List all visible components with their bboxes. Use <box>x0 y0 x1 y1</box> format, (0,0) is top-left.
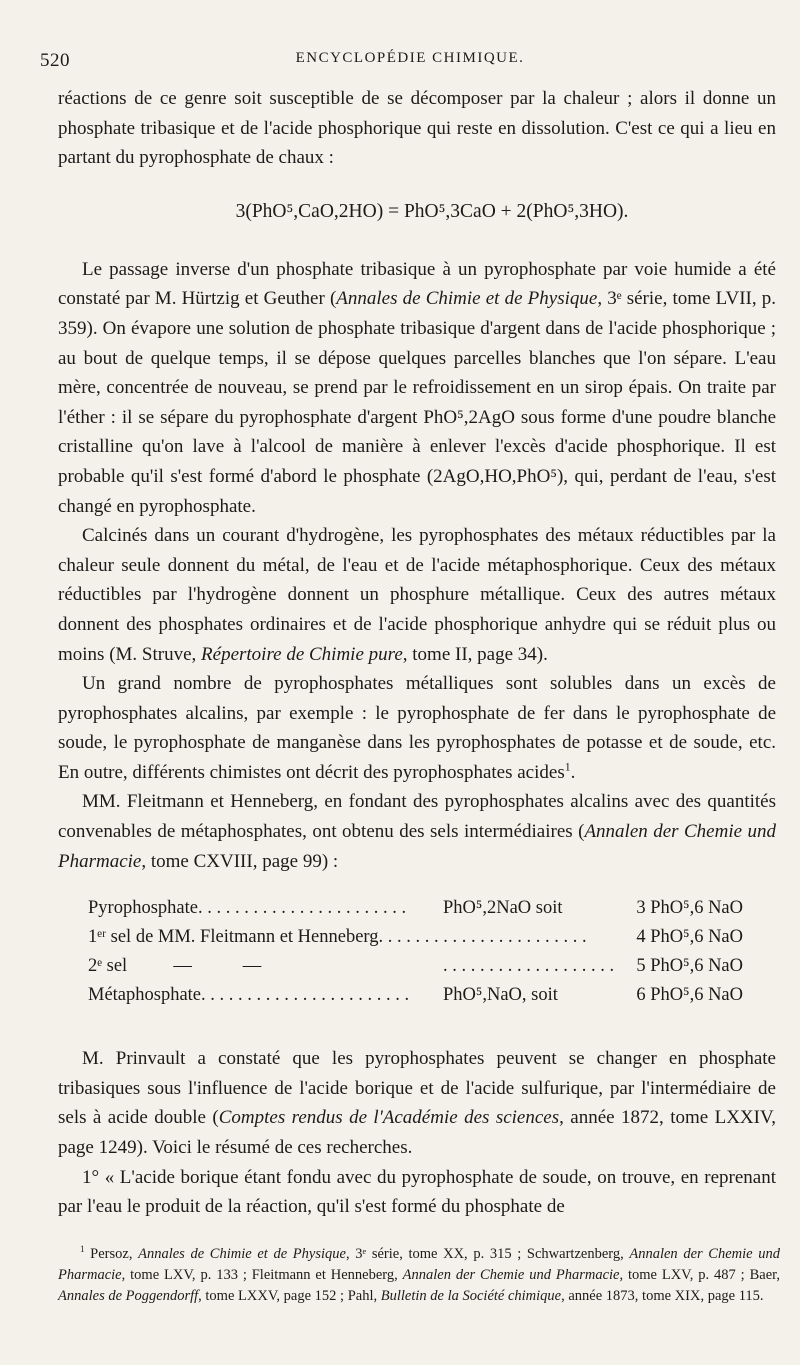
compound-name: Métaphosphate. . . . . . . . . . . . . . . . . . . . . . . <box>88 985 410 1006</box>
footnote-ref: 1 <box>564 760 571 774</box>
citation-title: Répertoire de Chimie pure <box>201 643 403 665</box>
paragraph-fleitmann-henneberg: MM. Fleitmann et Henneberg, en fondant des pyrophosphates alcalins avec des quantités convenables de métaphosphates, ont obtenu des sels intermédiaires (Annalen der Chemie und Pharmacie, tome CXVIII, page 99) : <box>58 791 776 872</box>
compound-value: 6 PhO⁵,6 NaO <box>636 985 743 1006</box>
page-number: 520 <box>40 50 70 71</box>
paragraph-soluble-pyrophosphates: Un grand nombre de pyrophosphates métalliques sont solubles dans un excès de pyrophosphates alcalins, par exemple : le pyrophosphate de fer dans le pyrophosphate de soude, le pyrophosphate de manganèse dans les pyrophosphates de potasse et de soude, etc. En outre, différents chimistes ont décrit des pyrophosphates acides$^1$. <box>58 673 776 783</box>
compound-value: 4 PhO⁵,6 NaO <box>636 927 743 948</box>
paragraph-hydrogen-calcination: Calcinés dans un courant d'hydrogène, les pyrophosphates des métaux réductibles par la chaleur seule donnent du métal, de l'eau et de l'acide métaphosphorique. Ceux des métaux réductibles par l'hydrogène donnent un phosphure métallique. Ceux des autres métaux donnent des phosphates ordinaires et de l'acide phosphorique anhydre qui se réduit plus ou moins (M. Struve, Répertoire de Chimie pure, tome II, page 34). <box>58 525 776 665</box>
compound-table <box>88 898 776 1014</box>
compound-value: 5 PhO⁵,6 NaO <box>636 956 743 977</box>
table-row <box>88 927 776 956</box>
compound-name: Pyrophosphate. . . . . . . . . . . . . . . . . . . . . . . <box>88 898 407 919</box>
footnote-mark: 1 <box>80 1244 85 1255</box>
page-header <box>40 50 780 76</box>
paragraph-prinvault: M. Prinvault a constaté que les pyrophosphates peuvent se changer en phosphate tribasiques sous l'influence de l'acide borique et de l'acide sulfurique, par l'intermédiaire de sels à acide double (Comptes rendus de l'Académie des sciences, année 1872, tome LXXIV, page 1249). Voici le résumé de ces recherches. <box>58 1048 776 1159</box>
compound-formula: . . . . . . . . . . . . . . . . . . . <box>443 956 615 977</box>
paragraph-boric-acid: 1° « L'acide borique étant fondu avec du pyrophosphate de soude, on trouve, en reprenant par l'eau le produit de la réaction, qu'il s'est formé du phosphate de <box>58 1166 776 1218</box>
table-row <box>88 985 776 1014</box>
chemical-equation: 3(PhO⁵,CaO,2HO) = PhO⁵,3CaO + 2(PhO⁵,3HO). <box>235 200 629 222</box>
page-body <box>58 84 776 1222</box>
footnote: $^1$ Persoz, Annales de Chimie et de Physique, 3ᵉ série, tome XX, p. 315 ; Schwartzenberg, Annalen der Chemie und Pharmacie, tome LXV, p. 133 ; Fleitmann et Henneberg, Annalen der Chemie und Pharmacie, tome LXV, p. 487 ; Baer, Annales de Poggendorff, tome LXXV, page 152 ; Pahl, Bulletin de la Société chimique, année 1873, tome XIX, page 115. <box>58 1244 780 1304</box>
citation-title: Annalen der Chemie und Pharmacie <box>58 821 776 872</box>
paragraph-inverse-passage: Le passage inverse d'un phosphate tribasique à un pyrophosphate par voie humide a été constaté par M. Hürtzig et Geuther (Annales de Chimie et de Physique, 3ᵉ série, tome LVII, p. 359). On évapore une solution de phosphate tribasique d'argent dans de l'acide phosphorique ; au bout de quelque temps, il se dépose quelques parcelles blanches que l'on sépare. L'eau mère, concentrée de nouveau, se prend par le refroidissement en un sirop épais. On traite par l'éther : il se sépare du pyrophosphate d'argent PhO⁵,2AgO sous forme d'une poudre blanche cristalline qu'on lave à l'alcool de manière à enlever l'excès d'acide phosphorique. Il est probable qu'il s'est formé d'abord le phosphate (2AgO,HO,PhO⁵), qui, perdant de l'eau, s'est changé en pyrophosphate. <box>58 258 776 517</box>
compound-name: 1ᵉʳ sel de MM. Fleitmann et Henneberg. . . . . . . . . . . . . . . . . . . . . . . <box>88 927 587 948</box>
citation-title: Annales de Chimie et de Physique <box>336 288 598 310</box>
citation-title: Comptes rendus de l'Académie des sciences <box>218 1107 560 1129</box>
compound-formula: PhO⁵,NaO, soit <box>443 985 558 1006</box>
paragraph-continuation: réactions de ce genre soit susceptible de se décomposer par la chaleur ; alors il donne un phosphate tribasique et de l'acide phosphorique qui reste en dissolution. C'est ce qui a lieu en partant du pyrophosphate de chaux : <box>58 88 776 169</box>
compound-name: 2ᵉ sel — — <box>88 956 262 977</box>
table-row <box>88 898 776 927</box>
compound-value: 3 PhO⁵,6 NaO <box>636 898 743 919</box>
compound-formula: PhO⁵,2NaO soit <box>443 898 563 919</box>
running-title: ENCYCLOPÉDIE CHIMIQUE. <box>295 50 525 66</box>
table-row <box>88 956 776 985</box>
